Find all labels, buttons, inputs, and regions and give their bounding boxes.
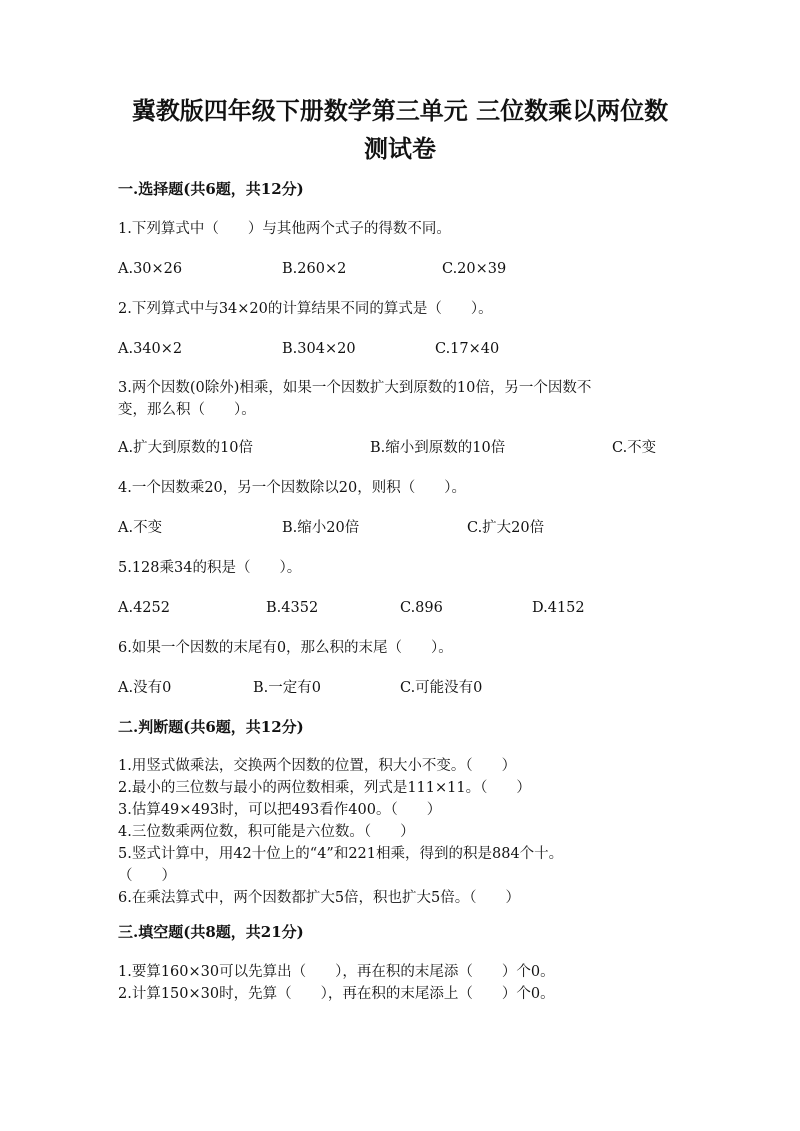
question-6: 6.如果一个因数的末尾有0，那么积的末尾（ ）。 (118, 640, 453, 656)
judgment-item-2: 2.最小的三位数与最小的两位数相乘，列式是111×11。（ ） (118, 780, 531, 796)
question-3 (118, 377, 678, 421)
question-3-line-2: 变，那么积（ ）。 (118, 402, 256, 418)
q6-option-a: A.没有0 (118, 680, 172, 696)
q3-option-b: B.缩小到原数的10倍 (370, 440, 506, 456)
question-4: 4.一个因数乘20，另一个因数除以20，则积（ ）。 (118, 480, 466, 496)
question-1: 1.下列算式中（ ）与其他两个式子的得数不同。 (118, 221, 451, 237)
judgment-item-1: 1.用竖式做乘法，交换两个因数的位置，积大小不变。（ ） (118, 758, 517, 774)
q1-option-a: A.30×26 (118, 261, 183, 277)
q5-option-d: D.4152 (532, 600, 585, 616)
exam-title (60, 92, 740, 168)
question-2: 2.下列算式中与34×20的计算结果不同的算式是（ ）。 (118, 301, 493, 317)
title-line-1: 冀教版四年级下册数学第三单元 三位数乘以两位数 (131, 96, 669, 125)
q6-option-c: C.可能没有0 (400, 680, 483, 696)
judgment-item-5: 5.竖式计算中，用42十位上的“4”和221相乘，得到的积是884个十。 (118, 846, 564, 862)
judgment-item-3: 3.估算49×493时，可以把493看作400。（ ） (118, 802, 442, 818)
q5-option-b: B.4352 (266, 600, 319, 616)
judgment-item-4: 4.三位数乘两位数，积可能是六位数。（ ） (118, 824, 415, 840)
q1-option-c: C.20×39 (442, 261, 507, 277)
q3-option-a: A.扩大到原数的10倍 (118, 440, 254, 456)
q1-option-b: B.260×2 (282, 261, 347, 277)
judgment-item-6: 6.在乘法算式中，两个因数都扩大5倍，积也扩大5倍。（ ） (118, 890, 521, 906)
section-heading-choice: 一.选择题(共6题，共12分) (118, 180, 304, 198)
title-line-2: 测试卷 (364, 134, 436, 163)
q2-option-a: A.340×2 (118, 341, 183, 357)
question-3-line-1: 3.两个因数(0除外)相乘，如果一个因数扩大到原数的10倍，另一个因数不 (118, 380, 592, 396)
q5-option-a: A.4252 (118, 600, 170, 616)
section-heading-fill: 三.填空题(共8题，共21分) (118, 923, 304, 941)
fill-item-2: 2.计算150×30时，先算（ ），再在积的末尾添上（ ）个0。 (118, 986, 555, 1002)
fill-item-1: 1.要算160×30可以先算出（ ），再在积的末尾添（ ）个0。 (118, 964, 555, 980)
judgment-item-5-blank: （ ） (118, 868, 176, 884)
q4-option-a: A.不变 (118, 520, 163, 536)
q3-option-c: C.不变 (612, 440, 657, 456)
q4-option-c: C.扩大20倍 (467, 520, 545, 536)
q4-option-b: B.缩小20倍 (282, 520, 360, 536)
q2-option-c: C.17×40 (435, 341, 500, 357)
q5-option-c: C.896 (400, 600, 443, 616)
q6-option-b: B.一定有0 (253, 680, 321, 696)
q2-option-b: B.304×20 (282, 341, 356, 357)
section-heading-judgment: 二.判断题(共6题，共12分) (118, 718, 304, 736)
question-5: 5.128乘34的积是（ ）。 (118, 560, 302, 576)
